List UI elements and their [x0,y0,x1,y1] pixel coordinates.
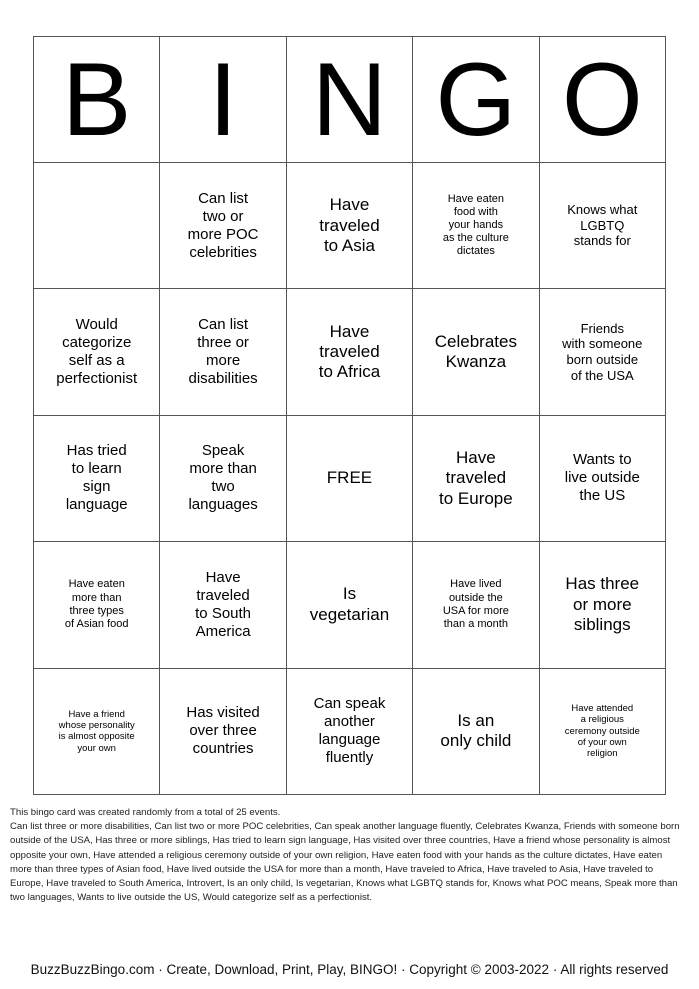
bingo-cell-text [314,695,386,767]
bingo-cell-line: the US [579,487,626,505]
bingo-cell-line: Celebrates [434,331,517,351]
bingo-cell-line: three or [197,334,249,352]
bingo-cell-line: live outside [564,469,640,487]
bingo-cell[interactable] [413,163,539,289]
bingo-cell-text [327,468,372,488]
bingo-cell[interactable] [413,415,539,541]
bingo-cell[interactable] [539,415,665,541]
bingo-cell-text [319,195,379,256]
bingo-cell[interactable] [286,668,412,794]
bingo-cell-line: to Africa [318,362,381,382]
bingo-cell[interactable] [413,289,539,415]
bingo-cell-line: Kwanza [445,352,507,372]
bingo-cell-line: Have attended [571,702,634,714]
bingo-cell-line: Has visited [186,704,260,722]
bingo-cell[interactable] [34,542,160,668]
bingo-cell-line: America [195,622,251,640]
bingo-cell[interactable] [286,163,412,289]
bingo-cell[interactable] [160,163,286,289]
bingo-cell-line: Is an [457,710,495,730]
bingo-cell-text [66,442,128,514]
bingo-cell-line: Can list [198,316,249,334]
bingo-cell-text [188,190,259,262]
bingo-cell-line: two [211,478,235,496]
bingo-cell-line: only child [440,731,512,751]
bingo-cell-line: vegetarian [309,604,390,624]
bingo-cell-text [319,322,380,383]
bingo-cell-line: than a month [443,618,508,631]
bingo-cell[interactable] [160,289,286,415]
bingo-cell-text [195,569,251,641]
bingo-cell-text [186,704,259,758]
bingo-cell[interactable] [286,289,412,415]
bingo-cell-line: sign [82,478,111,496]
bingo-row [34,415,666,541]
bingo-cell[interactable] [160,415,286,541]
bingo-cell[interactable] [286,542,412,668]
bingo-cell-line: disabilities [188,370,258,388]
bingo-cell-text [440,711,511,752]
bingo-cell-line: Have [329,321,370,341]
bingo-free-space[interactable] [286,415,412,541]
bingo-cell-line: language [65,496,128,514]
bingo-cell-line: LGBTQ [580,217,625,233]
bingo-cell-line: traveled [445,468,507,488]
bingo-cell-text [188,316,257,388]
bingo-cell[interactable] [539,163,665,289]
bingo-cell-line: your own [77,742,116,754]
bingo-cell-text [56,316,137,388]
bingo-cell-line: to South [195,604,252,622]
bingo-cell-line: siblings [573,615,631,635]
bingo-cell-line: FREE [326,468,373,488]
bingo-cell[interactable] [34,668,160,794]
page-footer: BuzzBuzzBingo.com · Create, Download, Print, Play, BINGO! · Copyright © 2003-2022 · All rights reserved [30,962,669,977]
bingo-cell-text [439,448,513,509]
bingo-cell-line: outside the [448,591,503,604]
bingo-cell[interactable] [539,668,665,794]
bingo-grid [34,163,666,795]
bingo-cell[interactable] [539,542,665,668]
bingo-cell-line: of Asian food [64,618,129,631]
bingo-cell-line: self as a [68,352,125,370]
bingo-cell-line: categorize [62,334,132,352]
bingo-cell-line: more POC [187,225,259,243]
bingo-cell-line: Is [342,584,357,604]
bingo-cell-line: Speak [201,442,245,460]
bingo-cell[interactable] [413,668,539,794]
bingo-cell-line: Wants to [572,451,632,469]
bingo-cell-line: Have a friend [68,708,125,720]
bingo-cell-line: celebrities [189,243,257,261]
bingo-cell[interactable] [34,163,160,289]
bingo-card [33,36,666,795]
bingo-cell-line: dictates [456,245,495,258]
bingo-row [34,542,666,668]
bingo-cell-line: with someone [562,336,643,352]
bingo-cell[interactable] [539,289,665,415]
bingo-cell-line: to Europe [439,488,513,508]
bingo-cell-line: more [205,352,241,370]
bingo-cell-line: language [318,731,381,749]
bingo-cell-line: USA for more [442,604,509,617]
bingo-cell-text [188,442,257,514]
bingo-cell-line: perfectionist [56,370,138,388]
bingo-cell-line: Has three [565,574,640,594]
bingo-cell-text [65,578,129,631]
bingo-cell[interactable] [160,542,286,668]
card-info [10,806,682,905]
bingo-cell-text [435,332,517,373]
bingo-cell-line: born outside [566,352,639,368]
header-letter-g: G [413,37,539,163]
bingo-cell-line: Have eaten [447,192,504,205]
bingo-cell-line: traveled [196,586,250,604]
bingo-cell-text [443,578,509,631]
bingo-row [34,163,666,289]
header-letter-o: O [539,37,665,163]
header-letter-i: I [160,37,286,163]
bingo-cell-line: more than [71,591,122,604]
bingo-cell-text [565,574,639,635]
bingo-cell-line: three types [69,604,124,617]
bingo-cell-line: traveled [319,341,380,361]
bingo-cell-line: a religious [580,714,624,726]
bingo-cell-line: ceremony outside [564,725,640,737]
bingo-cell[interactable] [413,542,539,668]
bingo-cell-line: traveled [319,215,380,235]
bingo-cell-line: your hands [448,219,504,232]
bingo-cell-line: to Asia [323,235,375,255]
bingo-cell-line: over three [189,722,257,740]
bingo-cell-text [443,193,509,259]
bingo-cell-line: Friends [580,320,624,336]
bingo-cell-line: fluently [325,749,374,767]
bingo-row [34,668,666,794]
bingo-cell-text [565,703,640,760]
bingo-cell-text [567,202,637,249]
bingo-cell-line: of your own [577,736,627,748]
bingo-cell-line: religion [586,748,618,760]
bingo-cell-line: countries [192,740,254,758]
bingo-cell-line: languages [188,496,258,514]
bingo-cell-line: another [324,713,375,731]
bingo-cell-line: stands for [573,233,631,249]
bingo-cell-text [310,584,389,625]
bingo-cell-line: Have eaten [68,578,125,591]
bingo-cell[interactable] [34,289,160,415]
bingo-cell-line: Has tried [66,442,127,460]
bingo-cell-line: food with [453,205,498,218]
events-list: Can list three or more disabilities, Can list two or more POC celebrities, Can speak another language fluently, Celebrates Kwanza, Friends with someone born outside of the USA, Has three or more siblings, Has tried to learn sign language, Has visited over three countries, Have a friend whose personality is almost opposite your own, Have attended a religious ceremony outside of your own religion, Have eaten food with your hands as the culture dictates, Have eaten more than three types of Asian food, Have lived outside the USA for more than a month, Have traveled to Africa, Have traveled to Asia, Have traveled to Europe, Have traveled to South America, Introvert, Is an only child, Is vegetarian, Knows what LGBTQ stands for, Knows what POC means, Speak more than two languages, Wants to live outside the US, Would categorize self as a perfectionist. [10,821,680,904]
bingo-cell-text [59,709,135,755]
bingo-cell-line: of the USA [570,367,634,383]
bingo-cell-line: whose personality [58,719,135,731]
bingo-cell-text [562,321,642,383]
bingo-cell-line: Knows what [567,202,638,218]
bingo-cell[interactable] [34,415,160,541]
bingo-row [34,289,666,415]
bingo-cell-line: to learn [71,460,122,478]
bingo-cell-line: as the culture [442,232,509,245]
bingo-cell-line: or more [572,594,632,614]
bingo-cell-line: Have [205,568,241,586]
bingo-cell[interactable] [160,668,286,794]
bingo-cell-line: two or [202,207,244,225]
bingo-cell-line: more than [189,460,257,478]
bingo-cell-line: Would [75,316,118,334]
bingo-header-row [34,37,666,163]
bingo-cell-line: Have [456,447,496,467]
bingo-cell-line: Can list [198,189,249,207]
bingo-cell-line: Have lived [450,578,502,591]
bingo-cell-line: Can speak [313,695,386,713]
card-summary: This bingo card was created randomly from a total of 25 events. [10,807,281,818]
bingo-cell-text [565,451,640,505]
header-letter-n: N [286,37,412,163]
bingo-cell-line: Have [329,195,370,215]
bingo-cell-line: is almost opposite [58,731,135,743]
header-letter-b: B [34,37,160,163]
